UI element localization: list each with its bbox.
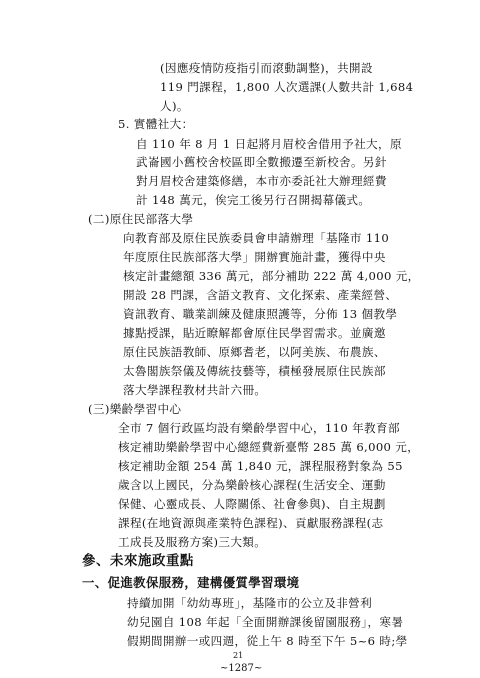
section-heading: 5. 實體社大： <box>118 117 194 131</box>
body-line: 工成長及服務方案)三大類。 <box>118 535 267 549</box>
body-line: 計 148 萬元，俟完工後另行召開揭幕儀式。 <box>136 193 371 207</box>
body-line: 向教育部及原住民族委員會申請辦理「基隆市 110 <box>123 231 390 245</box>
body-line: 據點授課，貼近瞭解都會原住民學習需求。並廣邀 <box>123 326 386 340</box>
body-line: 課程(在地資源與產業特色課程)、貢獻服務課程(志 <box>118 516 384 530</box>
body-line: 開設 28 門課，含語文教育、文化探索、產業經營、 <box>123 288 398 302</box>
body-line: 核定計畫總額 336 萬元，部分補助 222 萬 4,000 元， <box>123 269 420 283</box>
body-line: 武崙國小舊校舍校區即全數搬遷至新校舍。另針 <box>136 155 387 169</box>
body-line: 保健、心靈成長、人際關係、社會參與)、自主規劃 <box>118 497 386 511</box>
body-line: 幼兒園自 108 年起「全面開辦課後留園服務」，寒暑 <box>127 615 404 629</box>
page-number: 21 <box>233 651 244 660</box>
body-line: 全市 7 個行政區均設有樂齡學習中心，110 年教育部 <box>118 421 400 435</box>
body-line: 人)。 <box>160 99 189 113</box>
body-line: 落大學課程教材共計六冊。 <box>123 383 267 397</box>
subsection-heading: 一、促進教保服務，建構優質學習環境 <box>82 575 300 590</box>
body-line: 核定補助金額 254 萬 1,840 元，課程服務對象為 55 <box>118 459 403 473</box>
body-line: 假期間開辦一或四週，從上午 8 時至下午 5~6 時;學 <box>127 634 408 648</box>
chapter-heading: 參、未來施政重點 <box>82 553 194 569</box>
body-line: 資訊教育、職業訓練及健康照護等，分佈 13 個教學 <box>123 307 398 321</box>
body-line: 持續加開「幼幼專班」，基隆市的公立及非營利 <box>127 596 373 610</box>
body-line: 對月眉校舍建築修繕，本市亦委託社大辦理經費 <box>136 174 387 188</box>
page-footer: ~1287~ <box>220 663 263 674</box>
body-line: 自 110 年 8 月 1 日起將月眉校舍借用予社大，原 <box>136 137 402 151</box>
section-heading: (三)樂齡學習中心 <box>88 402 182 416</box>
body-line: 年度原住民族部落大學」開辦實施計畫，獲得中央 <box>123 250 386 264</box>
body-line: 核定補助樂齡學習中心總經費新臺幣 285 萬 6,000 元， <box>118 440 420 454</box>
body-line: 太魯閣族祭儀及傳統技藝等，積極發展原住民族部 <box>123 364 386 378</box>
body-line: (因應疫情防疫指引而滾動調整)，共開設 <box>160 61 373 75</box>
body-line: 119 門課程，1,800 人次選課(人數共計 1,684 <box>160 80 414 94</box>
section-heading: (二)原住民部落大學 <box>88 212 194 226</box>
body-line: 原住民族語教師、原鄉耆老，以阿美族、布農族、 <box>123 345 386 359</box>
body-line: 歲含以上國民，分為樂齡核心課程(生活安全、運動 <box>118 478 386 492</box>
